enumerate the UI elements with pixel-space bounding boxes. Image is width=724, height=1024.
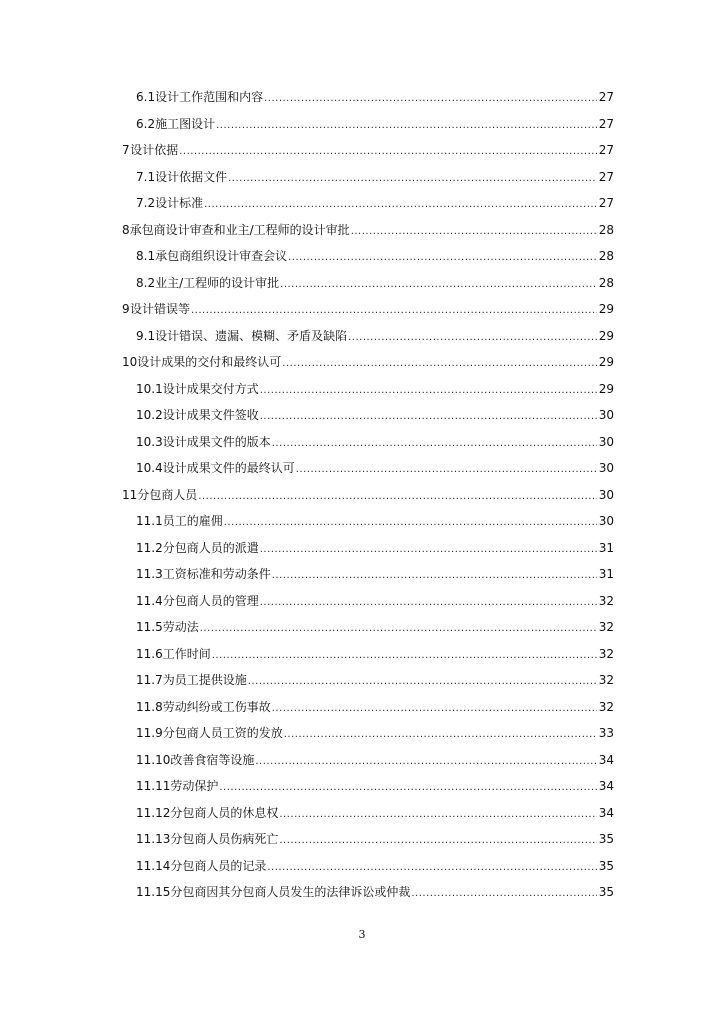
toc-entry-page: 32 — [598, 593, 614, 608]
toc-leader-dots — [204, 192, 597, 219]
toc-entry[interactable] — [122, 482, 614, 509]
toc-entry[interactable] — [122, 720, 614, 747]
toc-leader-dots — [260, 590, 597, 617]
toc-entry-number: 6.2 — [136, 116, 156, 131]
toc-entry-page: 28 — [598, 275, 614, 290]
toc-entry-number: 11.2 — [136, 540, 163, 555]
toc-entry[interactable] — [122, 402, 614, 429]
toc-entry-number: 8 — [122, 222, 130, 237]
toc-entry-number: 10.2 — [136, 408, 163, 422]
toc-entry-page: 30 — [598, 408, 614, 422]
toc-entry-number: 11.4 — [136, 593, 163, 608]
toc-leader-dots — [224, 510, 597, 537]
toc-entry-number: 11.14 — [136, 858, 171, 873]
toc-entry-title: 分包商人员的管理 — [162, 593, 259, 608]
toc-entry-page: 32 — [598, 646, 614, 661]
toc-entry[interactable] — [122, 190, 614, 217]
toc-entry[interactable] — [122, 137, 614, 164]
toc-leader-dots — [179, 139, 597, 166]
toc-entry-title: 员工的雇佣 — [162, 514, 223, 528]
toc-entry[interactable] — [122, 535, 614, 562]
toc-entry-number: 11.7 — [136, 673, 163, 687]
toc-entry-title: 改善食宿等设施 — [170, 752, 255, 767]
toc-leader-dots — [272, 563, 597, 590]
toc-entry[interactable] — [122, 853, 614, 880]
toc-leader-dots — [260, 378, 597, 405]
toc-entry-title: 分包商人员 — [137, 487, 198, 502]
toc-entry-page: 30 — [598, 487, 614, 502]
toc-entry-title: 设计错误等 — [129, 302, 190, 316]
toc-entry[interactable] — [122, 508, 614, 535]
toc-entry-title: 劳动法 — [162, 620, 199, 634]
toc-entry-number: 11.11 — [136, 779, 171, 793]
toc-entry-title: 设计成果文件的版本 — [162, 434, 271, 449]
toc-entry-page: 29 — [598, 328, 614, 343]
toc-entry-title: 分包商人员工资的发放 — [162, 726, 283, 740]
toc-leader-dots — [280, 272, 597, 299]
toc-entry[interactable] — [122, 243, 614, 270]
toc-leader-dots — [284, 722, 597, 749]
toc-leader-dots — [260, 404, 597, 431]
toc-entry-number: 11.10 — [136, 752, 171, 767]
toc-entry[interactable] — [122, 111, 614, 138]
toc-entry-number: 11.8 — [136, 699, 163, 714]
page-number: 3 — [358, 928, 366, 941]
toc-leader-dots — [272, 431, 597, 458]
toc-leader-dots — [272, 696, 597, 723]
toc-entry-number: 11.3 — [136, 567, 163, 581]
toc-entry-number: 11.9 — [136, 726, 163, 740]
toc-entry-page: 29 — [598, 302, 614, 316]
toc-entry[interactable] — [122, 773, 614, 800]
toc-entry-page: 35 — [598, 858, 614, 873]
toc-entry[interactable] — [122, 323, 614, 350]
toc-entry[interactable] — [122, 84, 614, 111]
toc-leader-dots — [282, 351, 597, 378]
toc-entry-title: 承包商组织设计审查会议 — [155, 249, 288, 263]
toc-entry-page: 30 — [598, 461, 614, 475]
toc-entry[interactable] — [122, 826, 614, 853]
toc-entry-page: 27 — [598, 90, 614, 104]
toc-entry-title: 设计成果交付方式 — [162, 381, 259, 396]
toc-entry-title: 设计成果文件签收 — [162, 408, 259, 422]
toc-leader-dots — [198, 484, 597, 511]
toc-entry-title: 设计工作范围和内容 — [155, 90, 264, 104]
toc-entry[interactable] — [122, 429, 614, 456]
toc-entry[interactable] — [122, 349, 614, 376]
toc-entry[interactable] — [122, 694, 614, 721]
toc-entry-page: 29 — [598, 355, 614, 369]
toc-entry-page: 27 — [598, 143, 614, 157]
toc-entry-title: 为员工提供设施 — [162, 673, 247, 687]
toc-leader-dots — [212, 643, 597, 670]
toc-entry-page: 27 — [598, 169, 614, 184]
toc-entry-number: 6.1 — [136, 90, 156, 104]
toc-entry-number: 7 — [122, 143, 130, 157]
toc-entry-title: 施工图设计 — [155, 116, 216, 131]
toc-entry-page: 28 — [598, 249, 614, 263]
toc-entry-title: 设计标准 — [155, 196, 204, 210]
toc-entry-title: 劳动纠纷或工伤事故 — [162, 699, 271, 714]
toc-entry-number: 11.5 — [136, 620, 163, 634]
toc-entry-title: 设计依据文件 — [155, 169, 228, 184]
toc-entry-number: 11.1 — [136, 514, 163, 528]
toc-leader-dots — [348, 325, 597, 352]
toc-leader-dots — [191, 298, 597, 325]
toc-entry-title: 分包商人员的派遣 — [162, 540, 259, 555]
toc-entry-title: 工资标准和劳动条件 — [162, 567, 271, 581]
toc-entry-page: 35 — [598, 885, 614, 899]
toc-entry-number: 10 — [122, 355, 138, 369]
toc-entry-page: 32 — [598, 620, 614, 634]
toc-entry[interactable] — [122, 747, 614, 774]
toc-leader-dots — [260, 537, 597, 564]
table-of-contents — [122, 84, 614, 906]
toc-leader-dots — [279, 802, 597, 829]
toc-entry-title: 设计成果的交付和最终认可 — [137, 355, 282, 369]
toc-entry-number: 11.12 — [136, 805, 171, 820]
toc-entry-page: 32 — [598, 673, 614, 687]
toc-leader-dots — [296, 457, 597, 484]
toc-entry[interactable] — [122, 614, 614, 641]
toc-entry-number: 10.3 — [136, 434, 163, 449]
toc-entry-number: 9 — [122, 302, 130, 316]
toc-entry-page: 30 — [598, 514, 614, 528]
toc-entry[interactable] — [122, 376, 614, 403]
toc-entry-number: 8.2 — [136, 275, 156, 290]
toc-entry-title: 分包商人员的记录 — [170, 858, 267, 873]
toc-leader-dots — [351, 219, 597, 246]
toc-leader-dots — [200, 616, 597, 643]
toc-entry[interactable] — [122, 561, 614, 588]
toc-entry-page: 27 — [598, 196, 614, 210]
toc-entry[interactable] — [122, 667, 614, 694]
toc-entry-title: 设计依据 — [130, 143, 179, 157]
toc-entry-title: 分包商因其分包商人员发生的法律诉讼或仲裁 — [170, 885, 411, 899]
toc-entry-title: 分包商人员伤病死亡 — [170, 832, 279, 846]
toc-entry-number: 10.4 — [136, 461, 163, 475]
toc-entry-page: 32 — [598, 699, 614, 714]
toc-entry[interactable] — [122, 879, 614, 906]
toc-entry-page: 30 — [598, 434, 614, 449]
toc-entry-number: 9.1 — [136, 328, 156, 343]
toc-leader-dots — [228, 166, 597, 193]
toc-entry-page: 34 — [598, 752, 614, 767]
toc-leader-dots — [248, 669, 597, 696]
toc-entry-title: 设计错误、遗漏、模糊、矛盾及缺陷 — [155, 328, 348, 343]
toc-entry[interactable] — [122, 164, 614, 191]
toc-entry[interactable] — [122, 217, 614, 244]
toc-entry-number: 7.2 — [136, 196, 156, 210]
toc-entry-number: 7.1 — [136, 169, 156, 184]
toc-entry-title: 设计成果文件的最终认可 — [162, 461, 295, 475]
toc-entry-title: 业主/工程师的设计审批 — [155, 275, 280, 290]
toc-entry[interactable] — [122, 296, 614, 323]
toc-leader-dots — [411, 881, 597, 908]
toc-leader-dots — [216, 113, 597, 140]
toc-entry-number: 11 — [122, 487, 138, 502]
toc-entry-title: 承包商设计审查和业主/工程师的设计审批 — [129, 222, 350, 237]
toc-entry-title: 劳动保护 — [170, 779, 219, 793]
toc-entry-number: 11.15 — [136, 885, 171, 899]
toc-entry-page: 27 — [598, 116, 614, 131]
toc-entry-page: 31 — [598, 567, 614, 581]
toc-entry-page: 33 — [598, 726, 614, 740]
toc-entry[interactable] — [122, 455, 614, 482]
toc-entry-number: 11.13 — [136, 832, 171, 846]
toc-entry-page: 34 — [598, 779, 614, 793]
toc-entry-page: 35 — [598, 832, 614, 846]
toc-entry-title: 分包商人员的休息权 — [170, 805, 279, 820]
toc-entry[interactable] — [122, 800, 614, 827]
toc-entry-number: 11.6 — [136, 646, 163, 661]
toc-leader-dots — [255, 749, 597, 776]
toc-leader-dots — [267, 855, 597, 882]
toc-entry-number: 8.1 — [136, 249, 156, 263]
toc-entry-number: 10.1 — [136, 381, 163, 396]
toc-entry[interactable] — [122, 641, 614, 668]
toc-leader-dots — [279, 828, 597, 855]
toc-leader-dots — [219, 775, 597, 802]
toc-leader-dots — [264, 86, 597, 113]
toc-entry[interactable] — [122, 270, 614, 297]
toc-entry-page: 31 — [598, 540, 614, 555]
toc-entry-page: 34 — [598, 805, 614, 820]
toc-leader-dots — [288, 245, 597, 272]
toc-entry[interactable] — [122, 588, 614, 615]
toc-entry-page: 28 — [598, 222, 614, 237]
toc-entry-page: 29 — [598, 381, 614, 396]
toc-entry-title: 工作时间 — [162, 646, 211, 661]
